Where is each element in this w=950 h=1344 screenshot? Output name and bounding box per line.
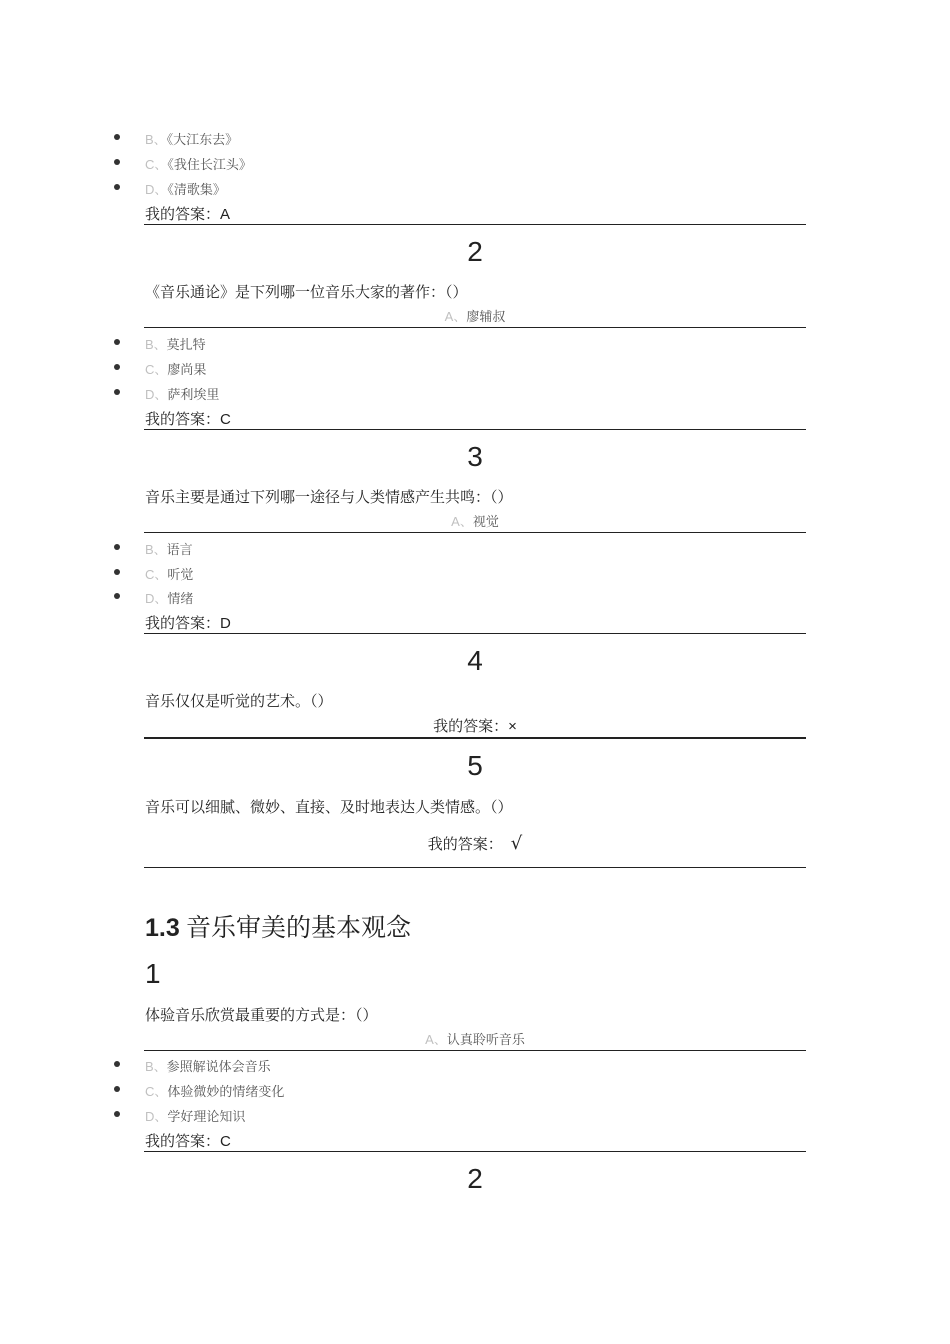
divider	[144, 633, 806, 634]
divider	[144, 737, 806, 739]
divider	[144, 224, 806, 225]
bullet	[114, 364, 120, 370]
option-c: C、听觉	[145, 567, 194, 583]
option-a: A、认真聆听音乐	[425, 1032, 525, 1048]
option-c: C、廖尚果	[145, 362, 207, 378]
divider	[144, 327, 806, 328]
option-d: D、萨利埃里	[145, 387, 220, 403]
option-c: C、《我住长江头》	[145, 157, 252, 173]
option-a: A、视觉	[451, 514, 499, 530]
bullet	[114, 1111, 120, 1117]
bullet	[114, 184, 120, 190]
question-number: 4	[467, 645, 483, 676]
bullet	[114, 1086, 120, 1092]
divider	[144, 532, 806, 533]
question-text: 音乐仅仅是听觉的艺术。（）	[145, 692, 333, 710]
question-text: 体验音乐欣赏最重要的方式是：（）	[145, 1006, 378, 1024]
divider	[144, 867, 806, 868]
divider	[144, 1151, 806, 1152]
my-answer: 我的答案：D	[145, 614, 231, 632]
my-answer: 我的答案： √	[427, 833, 523, 854]
bullet	[114, 593, 120, 599]
bullet	[114, 159, 120, 165]
option-d: D、《清歌集》	[145, 182, 226, 198]
section-heading: 1.3 音乐审美的基本观念	[145, 913, 412, 942]
question-number: 2	[467, 1163, 483, 1194]
option-b: B、莫扎特	[145, 337, 206, 353]
option-d: D、学好理论知识	[145, 1109, 246, 1125]
question-text: 音乐可以细腻、微妙、直接、及时地表达人类情感。（）	[145, 798, 513, 816]
bullet	[114, 339, 120, 345]
option-b: B、《大江东去》	[145, 132, 239, 148]
option-b: B、语言	[145, 542, 193, 558]
option-b: B、参照解说体会音乐	[145, 1059, 271, 1075]
question-number: 1	[145, 958, 161, 989]
bullet	[114, 1061, 120, 1067]
my-answer: 我的答案：C	[145, 410, 231, 428]
question-number: 3	[467, 441, 483, 472]
my-answer: 我的答案：×	[433, 717, 517, 735]
option-c: C、体验微妙的情绪变化	[145, 1084, 285, 1100]
bullet	[114, 134, 120, 140]
divider	[144, 429, 806, 430]
question-number: 2	[467, 236, 483, 267]
bullet	[114, 389, 120, 395]
option-a: A、廖辅叔	[444, 309, 506, 325]
question-text: 《音乐通论》是下列哪一位音乐大家的著作：（）	[145, 283, 468, 301]
option-d: D、情绪	[145, 591, 194, 607]
bullet	[114, 544, 120, 550]
my-answer: 我的答案：A	[145, 205, 231, 223]
divider	[144, 1050, 806, 1051]
my-answer: 我的答案：C	[145, 1132, 231, 1150]
bullet	[114, 569, 120, 575]
question-number: 5	[467, 750, 483, 781]
question-text: 音乐主要是通过下列哪一途径与人类情感产生共鸣：（）	[145, 488, 513, 506]
